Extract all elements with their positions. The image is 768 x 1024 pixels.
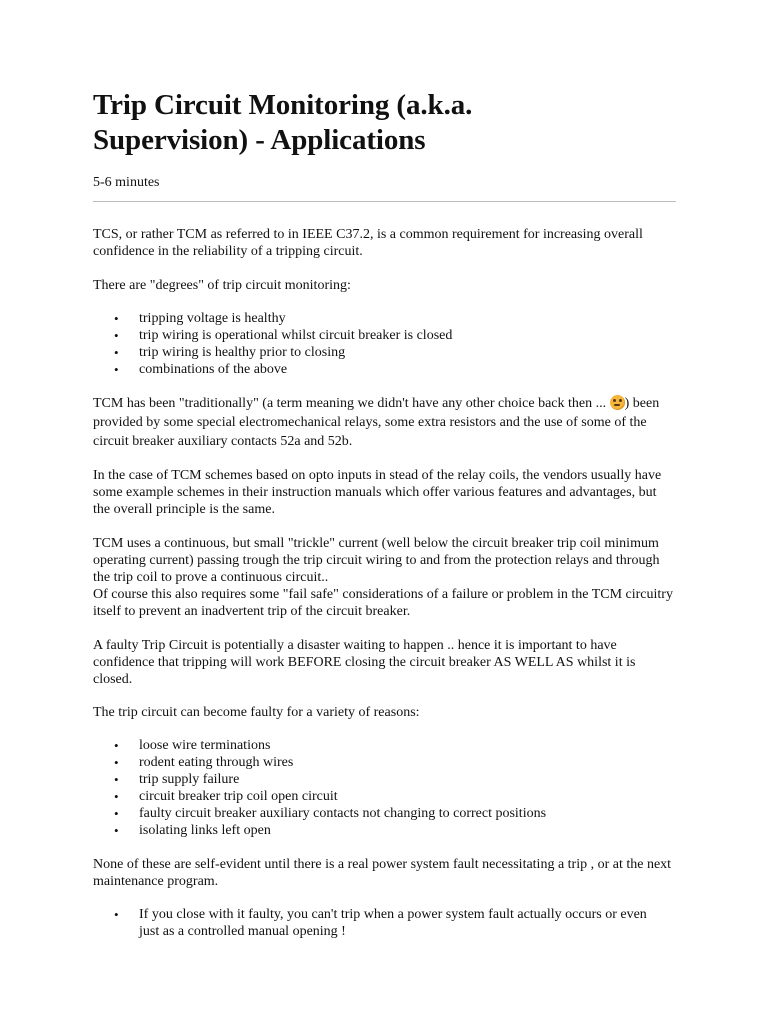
reasons-list: [93, 737, 677, 839]
page-title: [93, 88, 677, 158]
list-item: • isolating links left open: [93, 822, 677, 839]
article: [93, 88, 677, 940]
paragraph-trickle-a: TCM uses a continuous, but small "trickle" current (well below the circuit breaker trip coil minimum operating current) passing trough the trip circuit wiring to and from the protection relays and through the trip coil to prove a continuous circuit..: [93, 536, 660, 585]
paragraph-opto: In the case of TCM schemes based on opto inputs in stead of the relay coils, the vendors usually have some example schemes in their instruction manuals which offer various features and advantages, but the overall principle is the same.: [93, 468, 662, 517]
list-item: • trip wiring is healthy prior to closing: [93, 344, 677, 361]
paragraph-traditional-part1: TCM has been "traditionally" (a term meaning we didn't have any other choice back then ...: [93, 396, 607, 411]
paragraph-traditional: [93, 394, 677, 451]
consequences-list: [93, 906, 677, 940]
paragraph-trickle-b: Of course this also requires some "fail safe" considerations of a failure or problem in the TCM circuitry itself to prevent an inadvertent trip of the circuit breaker.: [93, 587, 673, 619]
list-item: • If you close with it faulty, you can't trip when a power system fault actually occurs or even just as a controlled manual opening !: [93, 906, 677, 940]
paragraph-trickle: [93, 535, 677, 620]
list-item: • tripping voltage is healthy: [93, 310, 677, 327]
title-line-2: Supervision) - Applications: [93, 124, 426, 156]
list-item: • trip supply failure: [93, 771, 677, 788]
list-item: • combinations of the above: [93, 361, 677, 378]
paragraph-traditional-part2: ) been provided by some special electromechanical relays, some extra resistors and the use of some of the circuit breaker auxiliary contacts 52a and 52b.: [93, 396, 660, 449]
paragraph-faulty: A faulty Trip Circuit is potentially a disaster waiting to happen .. hence it is important to have confidence that tripping will work BEFORE closing the circuit breaker AS WELL AS whilst it is closed.: [93, 638, 636, 687]
read-time: 5-6 minutes: [93, 175, 160, 190]
degrees-list: [93, 310, 677, 378]
thinking-face-icon: [610, 395, 625, 410]
paragraph-intro: TCS, or rather TCM as referred to in IEEE C37.2, is a common requirement for increasing overall confidence in the reliability of a tripping circuit.: [93, 227, 643, 259]
list-item: • trip wiring is operational whilst circuit breaker is closed: [93, 327, 677, 344]
paragraph-degrees: There are "degrees" of trip circuit monitoring:: [93, 278, 351, 293]
title-line-1: Trip Circuit Monitoring (a.k.a.: [93, 89, 473, 121]
list-item: • loose wire terminations: [93, 737, 677, 754]
list-item: • rodent eating through wires: [93, 754, 677, 771]
paragraph-self-evident: None of these are self-evident until there is a real power system fault necessitating a trip , or at the next maintenance program.: [93, 857, 672, 889]
list-item: • circuit breaker trip coil open circuit: [93, 788, 677, 805]
divider: [93, 201, 676, 202]
paragraph-reasons: The trip circuit can become faulty for a variety of reasons:: [93, 705, 420, 720]
list-item: • faulty circuit breaker auxiliary contacts not changing to correct positions: [93, 805, 677, 822]
